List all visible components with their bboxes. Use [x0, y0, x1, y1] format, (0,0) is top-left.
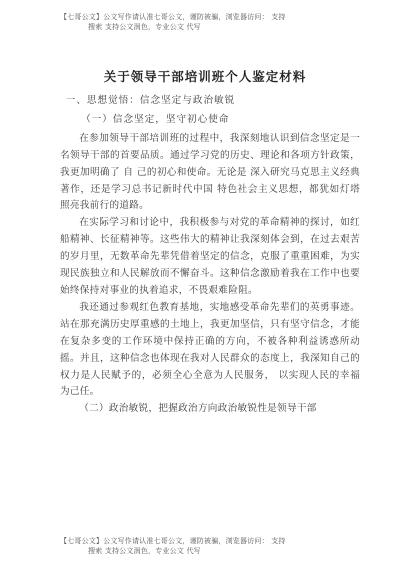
- subsection-heading: （二）政治敏锐，把握政治方向政治敏锐性是领导干部: [79, 403, 317, 415]
- subsection-heading: （一）信念坚定，坚守初心使命: [81, 113, 230, 125]
- footer-watermark-note: [60, 536, 360, 556]
- document-title: 关于领导干部培训班个人鉴定材料: [103, 69, 307, 84]
- footer-note-line-2: 搜索 支持公文润色，专业公文 代写: [88, 547, 201, 555]
- body-paragraph: 在参加领导干部培训班的过程中，我深刻地认识到信念坚定是一名领导干部的首要品质。通过学习党的历史、理论和各项方针政策，我更加明确了 自 己的初心和使命。无论是 深入研究马克思主义经典著作，还是学习总书记新时代中国 特色社会主义思想，都犹如灯塔照亮我前行的道路。: [60, 132, 360, 212]
- header-note-line-1: 【七哥公文】公文写作请认准七哥公文，谨防被骗，浏览器访问： 支持: [60, 13, 286, 21]
- document-body: [60, 93, 360, 418]
- header-note-line-2: 搜索 支持公文润色，专业公文 代写: [88, 23, 201, 31]
- section-heading: 一、思想觉悟：信念坚定与政治敏锐: [65, 95, 236, 106]
- header-watermark-note: [60, 12, 360, 32]
- body-paragraph: 在实际学习和讨论中，我积极参与对党的革命精神的探讨，如红船精神、长征精神等。这些伟大的精神让我深刻体会到，在过去艰苦的岁月里，无数革命先辈凭借着坚定的信念，克服了重重困难，为实现民族独立和人民解放而不懈奋斗。这种信念激励着我在工作中也要始终保持对事业的执着追求，不畏艰难险阻。: [60, 217, 360, 296]
- footer-note-line-1: 【七哥公文】公文写作请认准七哥公文，谨防被骗，浏览器访问： 支持: [60, 537, 286, 545]
- body-paragraph: 我还通过参观红色教育基地，实地感受革命先辈们的英勇事迹。站在那充满历史厚重感的土地上，我更加坚信，只有坚守信念，才能在复杂多变的工作环境中保持正确的方向，不被各种利益诱惑所动摇。并且，这种信念也体现在我对人民群众的态度上，我深知自己的权力是人民赋予的，必须全心全意为人民服务， 以实现人民的幸福为己任。: [60, 301, 360, 398]
